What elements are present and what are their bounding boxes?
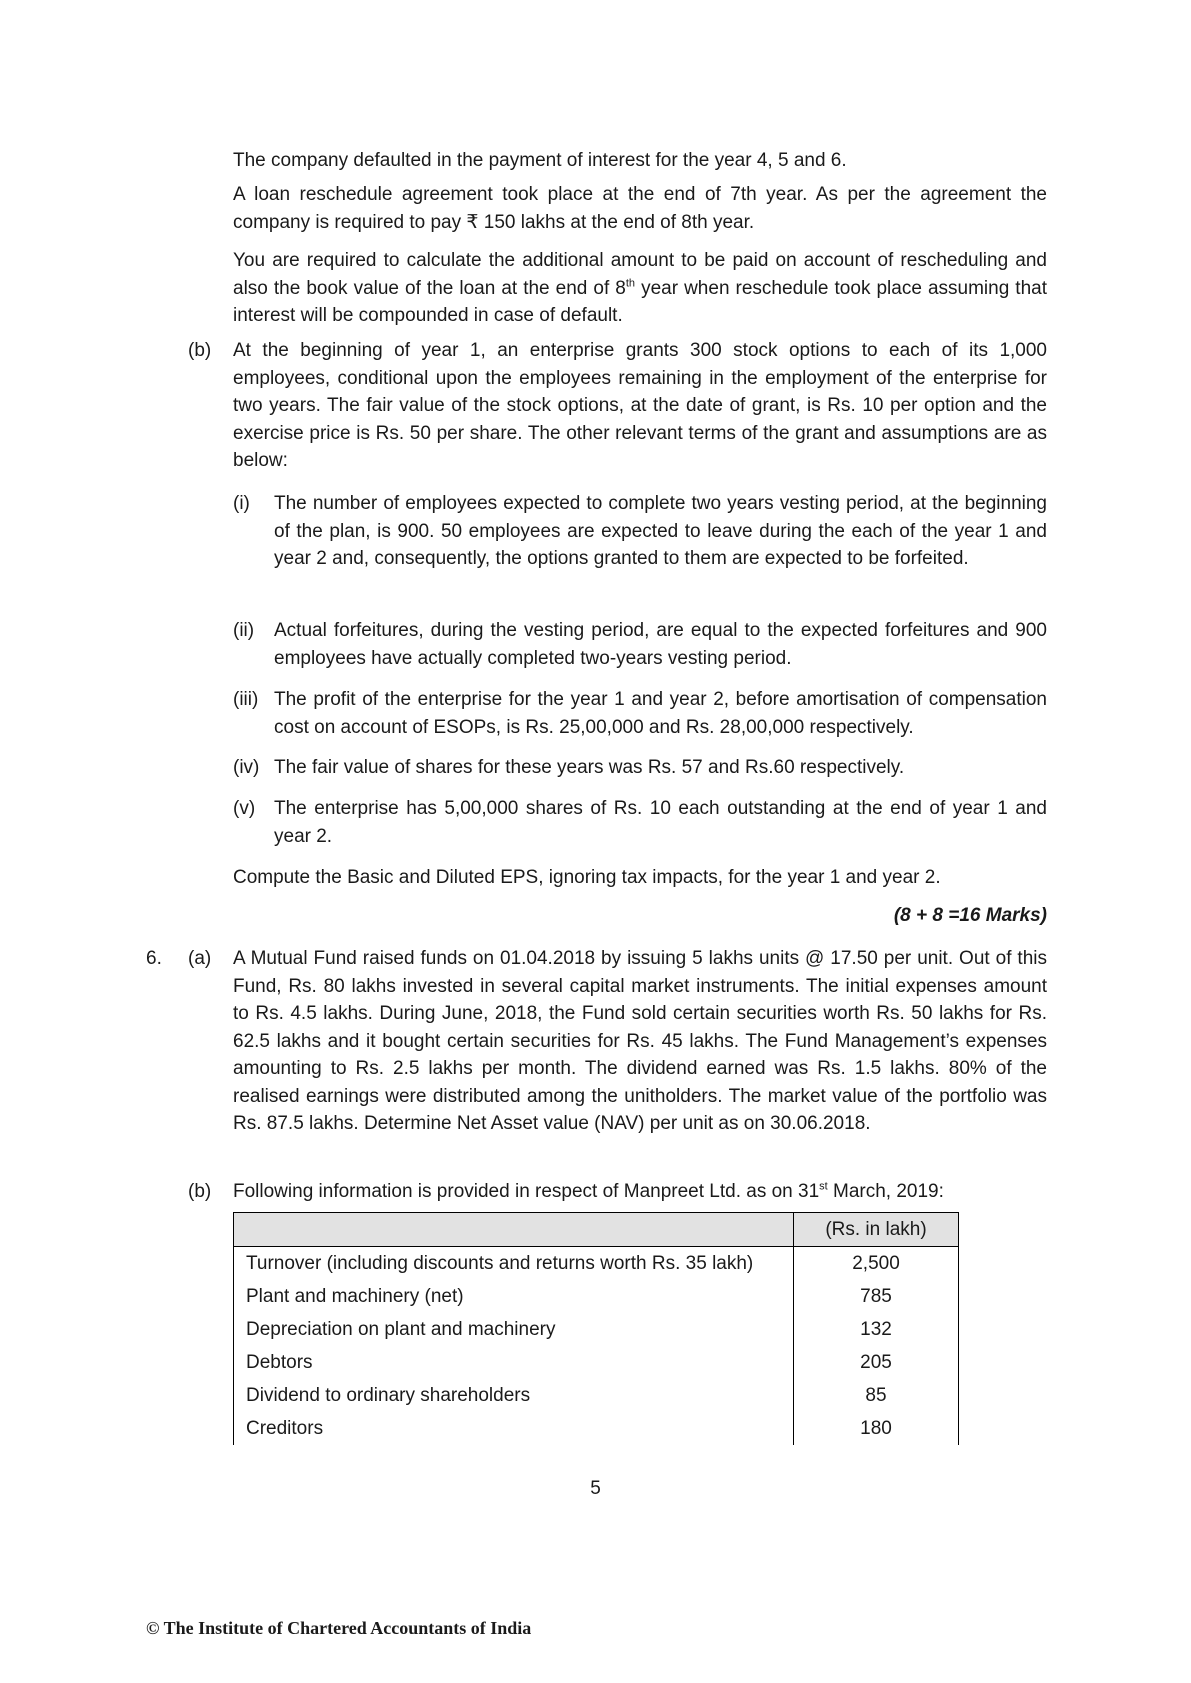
- table-cell-value: 180: [794, 1412, 959, 1445]
- table-cell-desc: Plant and machinery (net): [234, 1280, 794, 1313]
- table-row: [234, 1412, 959, 1445]
- q6b-sup: st: [819, 1180, 828, 1193]
- q6b-text-b: March, 2019:: [827, 1181, 944, 1202]
- table-row: [234, 1346, 959, 1379]
- q6b-text-a: Following information is provided in respect of Manpreet Ltd. as on 31: [233, 1181, 820, 1202]
- page-number: 5: [590, 1478, 601, 1499]
- table-cell-value: 2,500: [794, 1247, 959, 1281]
- manpreet-info-table: [233, 1212, 959, 1445]
- intro-paragraph-3-sup: th: [625, 277, 636, 290]
- intro-paragraph-3-text-a: You are required to calculate the additional amount to be paid on account of rescheduling and also the book value of the loan at the end of 8: [233, 250, 1047, 299]
- table-row: [234, 1379, 959, 1412]
- q5b-item-text: The profit of the enterprise for the year 1 and year 2, before amortisation of compensation cost on account of ESOPs, is Rs. 25,00,000 and Rs. 28,00,000 respectively.: [274, 689, 1047, 738]
- q6b-text: [233, 1178, 1047, 1206]
- intro-paragraph-1: The company defaulted in the payment of interest for the year 4, 5 and 6.: [233, 150, 847, 171]
- q5b-item-label: (ii): [233, 620, 255, 641]
- q5b-item-text: The number of employees expected to complete two years vesting period, at the beginning of the plan, is 900. 50 employees are expected to leave during the each of the year 1 and year 2 and, consequently, the options granted to them are expected to be forfeited.: [274, 493, 1047, 569]
- q5b-item-text: The enterprise has 5,00,000 shares of Rs. 10 each outstanding at the end of year 1 and year 2.: [274, 798, 1047, 847]
- q5b-item-label: (i): [233, 493, 250, 514]
- q6-number: 6.: [146, 948, 162, 969]
- table-cell-value: 205: [794, 1346, 959, 1379]
- table-cell-value: 785: [794, 1280, 959, 1313]
- q5b-text: At the beginning of year 1, an enterprise grants 300 stock options to each of its 1,000 employees, conditional upon the employees remaining in the employment of the enterprise for two years. The fair value of the stock options, at the date of grant, is Rs. 10 per option and the exercise price is Rs. 50 per share. The other relevant terms of the grant and assumptions are as below:: [233, 340, 1047, 471]
- table-header-blank: [234, 1213, 794, 1247]
- q6b-label: (b): [188, 1181, 212, 1202]
- table-row: [234, 1280, 959, 1313]
- footer-copyright: © The Institute of Chartered Accountants of India: [146, 1618, 532, 1638]
- table-header-value: (Rs. in lakh): [794, 1213, 959, 1247]
- table-cell-desc: Creditors: [234, 1412, 794, 1445]
- q5b-item-text: The fair value of shares for these years was Rs. 57 and Rs.60 respectively.: [274, 757, 905, 778]
- q5b-item-label: (v): [233, 798, 256, 819]
- intro-paragraph-3-text-b: year when reschedule took place assuming that interest will be compounded in case of default.: [233, 277, 1047, 326]
- table-cell-desc: Depreciation on plant and machinery: [234, 1313, 794, 1346]
- intro-paragraph-3: [233, 247, 1047, 330]
- table-row: [234, 1247, 959, 1281]
- table-row: [234, 1313, 959, 1346]
- table-cell-desc: Debtors: [234, 1346, 794, 1379]
- q5b-compute: Compute the Basic and Diluted EPS, ignoring tax impacts, for the year 1 and year 2.: [233, 867, 941, 888]
- intro-paragraph-2: A loan reschedule agreement took place at the end of 7th year. As per the agreement the company is required to pay ₹ 150 lakhs at the end of 8th year.: [233, 184, 1047, 233]
- q5b-marks: (8 + 8 =16 Marks): [893, 905, 1047, 926]
- q5b-item-label: (iii): [233, 689, 259, 710]
- q5b-item-label: (iv): [233, 757, 260, 778]
- q6a-text: A Mutual Fund raised funds on 01.04.2018 by issuing 5 lakhs units @ 17.50 per unit. Out of this Fund, Rs. 80 lakhs invested in several capital market instruments. The initial expenses amount to Rs. 4.5 lakhs. During June, 2018, the Fund sold certain securities worth Rs. 50 lakhs for Rs. 62.5 lakhs and it bought certain securities for Rs. 45 lakhs. The Fund Management’s expenses amounting to Rs. 2.5 lakhs per month. The dividend earned was Rs. 1.5 lakhs. 80% of the realised earnings were distributed among the unitholders. The market value of the portfolio was Rs. 87.5 lakhs. Determine Net Asset value (NAV) per unit as on 30.06.2018.: [233, 948, 1047, 1134]
- table-cell-desc: Dividend to ordinary shareholders: [234, 1379, 794, 1412]
- table-cell-value: 132: [794, 1313, 959, 1346]
- q5b-item-text: Actual forfeitures, during the vesting period, are equal to the expected forfeitures and 900 employees have actually completed two-years vesting period.: [274, 620, 1047, 669]
- table-cell-value: 85: [794, 1379, 959, 1412]
- table-header-row: [234, 1213, 959, 1247]
- q6a-label: (a): [188, 948, 212, 969]
- q5b-label: (b): [188, 340, 212, 361]
- table-cell-desc: Turnover (including discounts and returns worth Rs. 35 lakh): [234, 1247, 794, 1281]
